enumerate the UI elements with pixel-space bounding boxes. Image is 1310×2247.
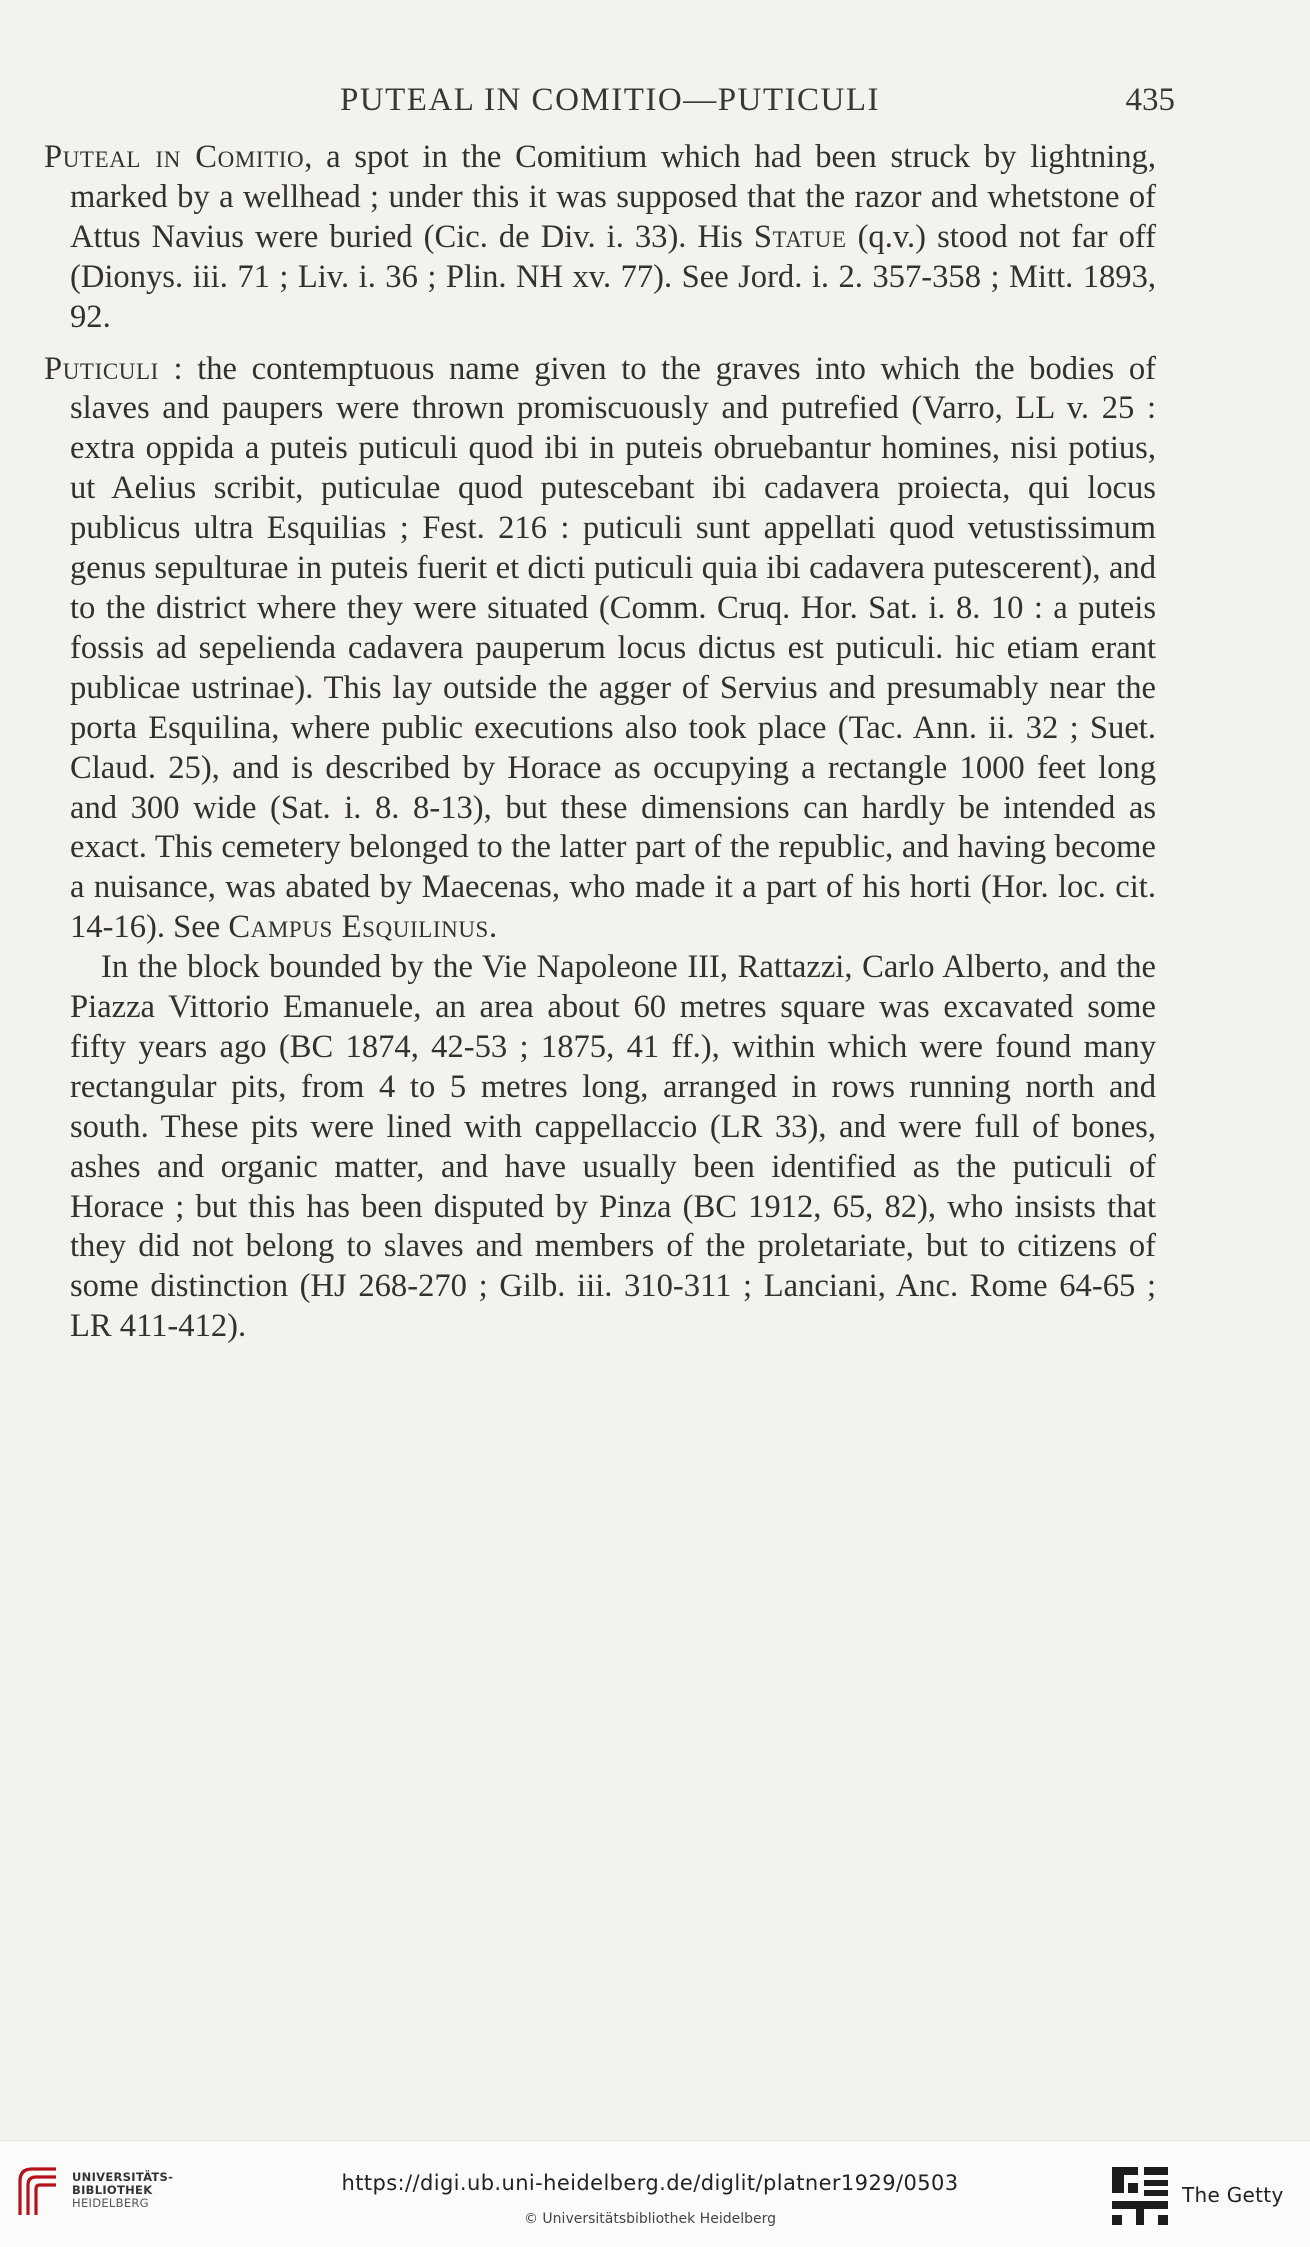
ub-heidelberg-logo-icon[interactable] xyxy=(14,2163,62,2219)
copyright-notice: © Universitätsbibliothek Heidelberg xyxy=(523,2211,776,2227)
cross-reference: Statue xyxy=(753,218,847,255)
entry-text: (q.v.) stood not far off (Dionys. iii. 71 ; Liv. i. 36 ; Plin. NH xv. 77). See Jord. i. 2. 357-358 ; Mitt. 1893, 92. xyxy=(70,218,1156,335)
entry-text: , a spot in the Comitium which had been struck by lightning, marked by a wellhead ; under this it was supposed that the razor and whetstone of Attus Navius were buried (Cic. de Div. i. 33). His xyxy=(70,139,1156,255)
entry-puticuli-paragraph-2: In the block bounded by the Vie Napoleone III, Rattazzi, Carlo Alberto, and the Piazza Vittorio Emanuele, an area about 60 metres square was excavated some fifty years ago (BC 1874, 42-53 ; 1875, 41 ff.), within which were found many rectangular pits, from 4 to 5 metres long, arranged in rows running north and south. These pits were lined with cappellaccio (LR 33), and were full of bones, ashes and organic matter, and have usually been identified as the puticuli of Horace ; but this has been disputed by Pinza (BC 1912, 65, 82), who insists that they did not belong to slaves and members of the proletariate, but to citizens of some distinction (HJ 268-270 ; Gilb. iii. 310-311 ; Lanciani, Anc. Rome 64-65 ; LR 411-412). xyxy=(70,949,1156,1345)
partner-name: The Getty xyxy=(1182,2183,1284,2207)
entry-puteal-in-comitio xyxy=(44,138,1156,338)
library-name-line: UNIVERSITÄTS- xyxy=(72,2170,174,2184)
digitization-footer xyxy=(0,2140,1310,2247)
entry-puticuli xyxy=(44,350,1156,949)
entry-text: . xyxy=(488,909,498,946)
page-number: 435 xyxy=(1125,82,1175,118)
getty-logo-icon[interactable] xyxy=(1108,2163,1172,2229)
cross-reference: Campus Esquilinus xyxy=(228,909,489,946)
entry-headword: Puteal in Comitio xyxy=(44,139,305,175)
entry-text: : the contemptuous name given to the graves into which the bodies of slaves and paupers were thrown promiscuously and putrefied (Varro, LL v. 25 : extra oppida a puteis puticuli quod ibi in puteis obruebantur homines, nisi potius, ut Aelius scribit, puticulae quod putescebant ibi cadavera proiecta, qui locus publicus ultra Esquilias ; Fest. 216 : puticuli sunt appellati quod vetustissimum genus sepulturae in puteis fuerit et dicti puticuli quia ibi cadavera putescerent), and to the district where they were situated (Comm. Cruq. Hor. Sat. i. 8. 10 : a puteis fossis ad sepelienda cadavera pauperum locus dictus est puticuli. hic etiam erant publicae ustrinae). This lay outside the agger of Servius and presumably near the porta Esquilina, where public executions also took place (Tac. Ann. ii. 32 ; Suet. Claud. 25), and is described by Horace as occupying a rectangle 1000 feet long and 300 wide (Sat. i. 8. 8-13), but these dimensions can hardly be intended as exact. This cemetery belonged to the latter part of the republic, and having become a nuisance, was abated by Maecenas, who made it a part of his horti (Hor. loc. cit. 14-16). See xyxy=(70,350,1156,946)
permalink-url[interactable]: https://digi.ub.uni-heidelberg.de/diglit/platner1929/0503 xyxy=(341,2171,959,2195)
body-text xyxy=(44,138,1156,1347)
library-name-line: BIBLIOTHEK xyxy=(72,2183,153,2197)
entry-headword: Puticuli xyxy=(44,350,159,387)
running-title: PUTEAL IN COMITIO—PUTICULI xyxy=(339,82,881,118)
library-name-line: HEIDELBERG xyxy=(72,2196,149,2210)
library-name xyxy=(72,2171,173,2210)
